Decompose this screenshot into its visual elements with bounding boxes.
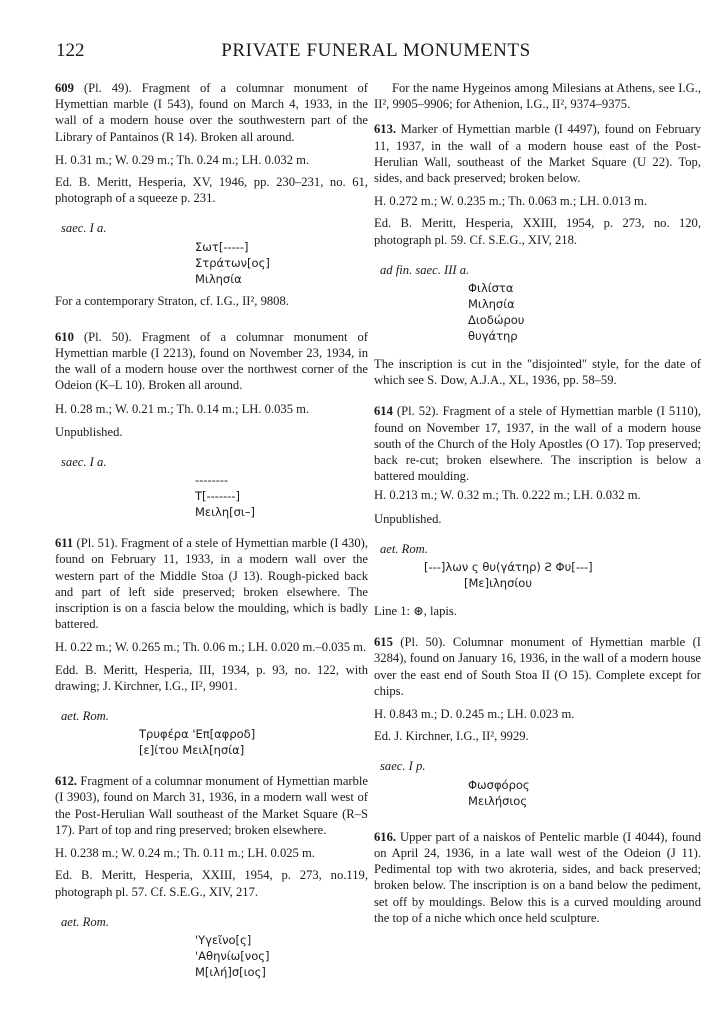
inscription-line: Μιλησία (468, 297, 515, 312)
inscription-line: Φιλίστα (468, 281, 514, 296)
running-title: PRIVATE FUNERAL MONUMENTS (221, 40, 531, 61)
entry-number: 611 (55, 536, 74, 551)
inscription-line: Σωτ[-----] (195, 239, 249, 254)
entry-description: Upper part of a naiskos of Pentelic marble (I 4044), found on April 24, 1936, in a late wall west of the Odeion (J 11). Pedimental top with two akroteria, sides, and back preserved; broken below. The inscription is on a band below the pediment, set off by mouldings. Below this is a curved moulding around the top of a niche which once held sculpture. (374, 829, 701, 925)
inscription-text (374, 280, 701, 344)
edition: Edd. B. Meritt, Hesperia, III, 1934, p. 93, no. 122, with drawing; J. Kirchner, I.G., II², 9901. (55, 662, 368, 693)
right-column (374, 80, 701, 932)
measurements: H. 0.31 m.; W. 0.29 m.; Th. 0.24 m.; LH. 0.032 m. (55, 152, 310, 167)
entry-text (374, 121, 701, 186)
commentary: For a contemporary Straton, cf. I.G., II², 9808. (55, 293, 289, 308)
entry-text (374, 634, 701, 699)
entry-description: (Pl. 51). Fragment of a stele of Hymettian marble (I 430), found on February 11, 1933, in a modern wall over the western part of the Middle Stoa (J 13). Rough-picked back and part of left side preserved; broken elsewhere. The inscription is on a fascia below the moulding, which is badly battered. (55, 536, 368, 632)
entry-number: 616. (374, 829, 397, 844)
inscription-line: Μιλησία (195, 271, 242, 286)
commentary: For the name Hygeinos among Milesians at Athens, see I.G., II², 9905–9906; for Athenion, I.G., II², 9374–9375. (374, 81, 701, 112)
inscription-line: 'Υγεῖνο[ς] (195, 932, 252, 947)
measurements: H. 0.22 m.; W. 0.265 m.; Th. 0.06 m.; LH. 0.020 m.–0.035 m. (55, 640, 367, 655)
measurements: H. 0.213 m.; W. 0.32 m.; Th. 0.222 m.; LH. 0.032 m. (374, 488, 641, 503)
entry-description: Fragment of a columnar monument of Hymettian marble (I 3903), found on March 31, 1936, in a modern wall west of the Post-Herulian Wall southeast of the Market Square (R–S 17). Part of top and ring preserved; broken elsewhere. (55, 774, 368, 837)
entry-text (55, 329, 368, 394)
entry-description: Marker of Hymettian marble (I 4497), found on February 11, 1937, in the wall of a modern house east of the Post-Herulian Wall, southeast of the Market Square (U 22). Top, sides, and back preserved; broken below. (374, 122, 701, 186)
measurements: H. 0.843 m.; D. 0.245 m.; LH. 0.023 m. (374, 707, 575, 722)
inscription-line: Μειλη[σι–] (195, 505, 256, 520)
entry-612 (55, 773, 368, 980)
inscription-text (374, 559, 701, 591)
entry-number: 609 (55, 81, 74, 95)
entry-616 (374, 829, 701, 926)
entry-description: (Pl. 50). Fragment of a columnar monument of Hymettian marble (I 2213), found on November 23, 1934, in the wall of a modern house over the northwest corner of the Odeion (K–L 10). Broken all around. (55, 329, 368, 393)
measurements: H. 0.272 m.; W. 0.235 m.; Th. 0.063 m.; LH. 0.013 m. (374, 194, 647, 209)
page-header (56, 40, 696, 70)
edition: Ed. B. Meritt, Hesperia, XXIII, 1954, p. 273, no.119, photograph pl. 57. Cf. S.E.G., XIV, 217. (55, 868, 368, 899)
inscription-line: 'Αθηνίω[νος] (195, 948, 270, 963)
inscription-line: [ε]ίτου Μειλ[ησία] (139, 743, 245, 758)
inscription-line: Μ[ιλή]σ[ιος] (195, 964, 266, 979)
date-label: saec. I a. (61, 455, 107, 470)
publication-status: Unpublished. (374, 511, 442, 526)
entry-615 (374, 634, 701, 808)
publication-status: Unpublished. (55, 424, 123, 439)
measurements: H. 0.28 m.; W. 0.21 m.; Th. 0.14 m.; LH. 0.035 m. (55, 401, 310, 416)
spacer (374, 112, 701, 121)
entry-text (374, 403, 701, 484)
entry-description: (Pl. 50). Columnar monument of Hymettian marble (I 3284), found on January 16, 1936, in the wall of a modern house over the east end of South Stoa II (O 15). Complete except for chips. (374, 635, 701, 698)
inscription-text (55, 932, 368, 980)
edition: Ed. J. Kirchner, I.G., II², 9929. (374, 729, 529, 744)
edition: Ed. B. Meritt, Hesperia, XV, 1946, pp. 230–231, no. 61, photograph of a squeeze p. 231. (55, 175, 368, 206)
commentary: Line 1: ⊛, lapis. (374, 604, 457, 619)
spacer (374, 394, 701, 403)
entry-number: 614 (374, 404, 393, 419)
entry-text (55, 535, 368, 632)
spacer (374, 815, 701, 829)
page-number: 122 (56, 40, 85, 61)
entry-description: (Pl. 49). Fragment of a columnar monument of Hymettian marble (I 543), found on March 4, 1933, in the wall of a modern house over the southwestern part of the Library of Pantainos (R 14). Broken all around. (55, 81, 368, 144)
left-column (55, 80, 368, 986)
inscription-line: Μειλήσιος (468, 793, 528, 808)
date-label: aet. Rom. (61, 914, 109, 929)
inscription-text (55, 726, 368, 758)
date-label: aet. Rom. (61, 709, 109, 724)
spacer (55, 764, 368, 773)
inscription-line: Τρυφέρα 'Επ[αφροδ] (139, 727, 256, 742)
date-label: ad fin. saec. III a. (380, 262, 470, 277)
inscription-line: [Με]ιλησίου (464, 576, 532, 591)
date-label: saec. I a. (61, 221, 107, 236)
entry-text (55, 80, 368, 145)
entry-number: 610 (55, 329, 74, 344)
inscription-line: Τ[-------] (195, 489, 241, 504)
inscription-line: Φωσφόρος (468, 777, 530, 792)
entry-614 (374, 403, 701, 619)
inscription-text (55, 239, 368, 287)
entry-610 (55, 329, 368, 520)
entry-text (374, 829, 701, 926)
measurements: H. 0.238 m.; W. 0.24 m.; Th. 0.11 m.; LH. 0.025 m. (55, 846, 315, 861)
inscription-line: Διοδώρου (468, 313, 525, 328)
inscription-line: -------- (195, 473, 229, 488)
inscription-line: θυγάτηρ (468, 329, 518, 344)
entry-609 (55, 80, 368, 309)
entry-description: (Pl. 52). Fragment of a stele of Hymettian marble (I 5110), found on November 17, 1937, in the wall of a modern house south of the Church of the Holy Apostles (O 17). Top preserved; back re-cut; broken elsewhere. The inscription is below a battered moulding. (374, 404, 701, 484)
inscription-line: Στράτων[ος] (195, 255, 270, 270)
edition: Ed. B. Meritt, Hesperia, XXIII, 1954, p. 273, no. 120, photograph pl. 59. Cf. S.E.G., XIV, 218. (374, 216, 701, 247)
spacer (55, 315, 368, 329)
entry-number: 613. (374, 122, 397, 137)
inscription-text (55, 472, 368, 520)
commentary: The inscription is cut in the "disjointed" style, for the date of which see S. Dow, A.J.A., XL, 1936, pp. 58–59. (374, 357, 701, 388)
entry-number: 612. (55, 774, 78, 789)
entry-611 (55, 535, 368, 758)
entry-613 (374, 121, 701, 388)
date-label: aet. Rom. (380, 541, 428, 556)
spacer (374, 625, 701, 634)
entry-number: 615 (374, 635, 393, 650)
inscription-line: [---]λων ς θυ(γάτηρ) Ƨ Φυ[---] (424, 560, 593, 575)
spacer (55, 526, 368, 535)
entry-text (55, 773, 368, 838)
date-label: saec. I p. (380, 759, 426, 774)
inscription-text (374, 777, 701, 809)
